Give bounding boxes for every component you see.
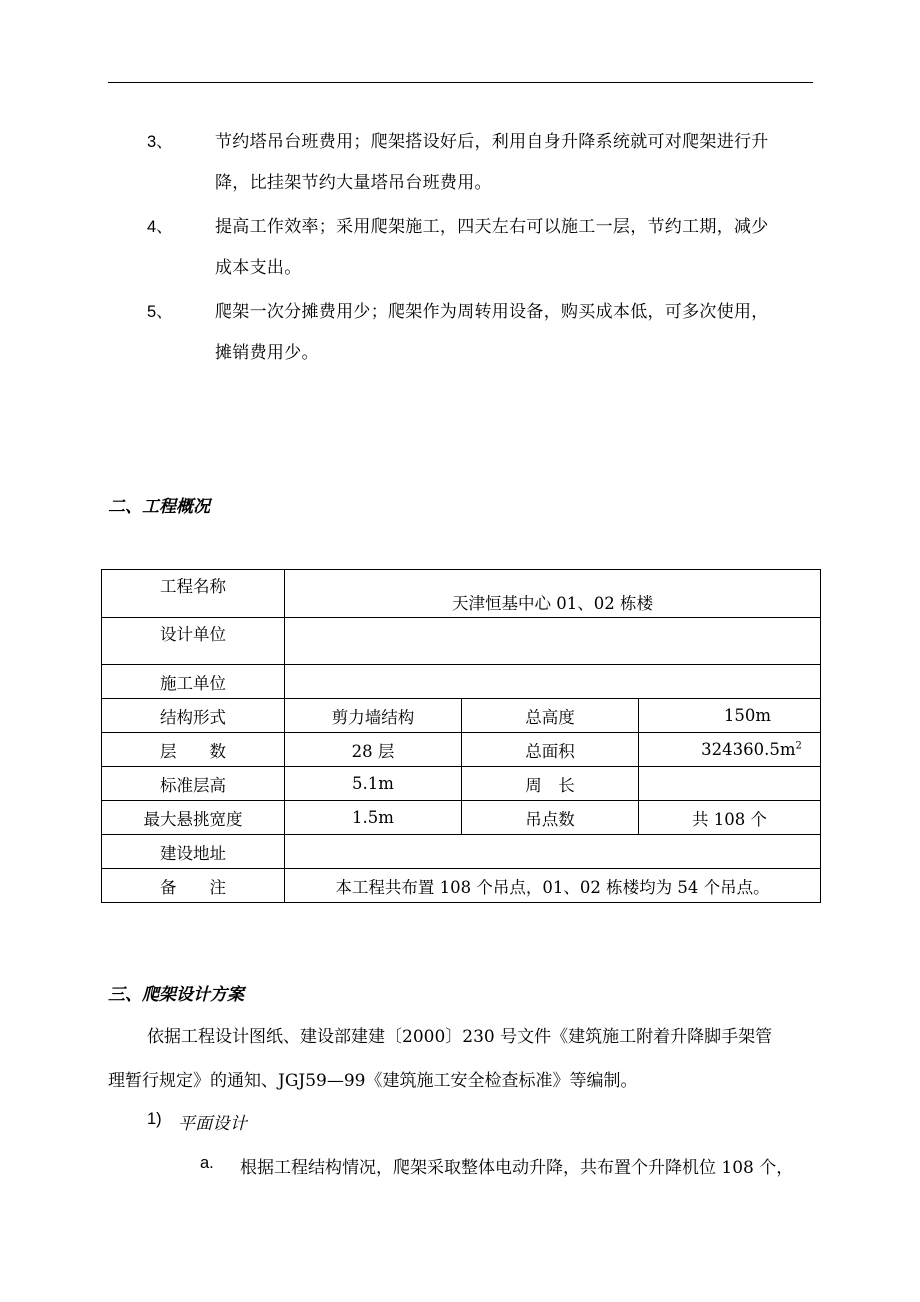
section-2-heading: 二、工程概况 (108, 497, 210, 517)
project-name-label: 工程名称 (102, 570, 285, 618)
total-area-superscript: 2 (795, 740, 802, 752)
perimeter-label: 周 长 (462, 767, 639, 801)
perimeter-value (639, 767, 821, 801)
item-5-number: 5、 (147, 303, 173, 321)
table-row (102, 801, 821, 835)
lift-points-label: 吊点数 (462, 801, 639, 835)
std-height-value: 5.1m (285, 767, 462, 801)
max-cantilever-value: 1.5m (285, 801, 462, 835)
table-row (102, 665, 821, 699)
item-5-line1: 爬架一次分摊费用少；爬架作为周转用设备，购买成本低，可多次使用， (215, 302, 769, 322)
item-a-text: 根据工程结构情况，爬架采取整体电动升降，共布置个升降机位 108 个， (240, 1158, 794, 1178)
construction-unit-label: 施工单位 (102, 665, 285, 699)
total-area-text: 324360.5m (701, 740, 796, 759)
construction-unit-value (285, 665, 821, 699)
header-rule (108, 82, 813, 83)
section-3-paragraph-line1: 依据工程设计图纸、建设部建建〔2000〕230 号文件《建筑施工附着升降脚手架管 (147, 1027, 773, 1047)
item-4-number: 4、 (147, 218, 173, 236)
project-overview-table (101, 569, 821, 903)
table-row (102, 869, 821, 903)
item-a-label: a. (200, 1154, 214, 1172)
item-3-line1: 节约塔吊台班费用；爬架搭设好后，利用自身升降系统就可对爬架进行升 (215, 132, 769, 152)
section-3-paragraph-line2: 理暂行规定》的通知、JGJ59—99《建筑施工安全检查标准》等编制。 (108, 1071, 638, 1091)
section-3-heading: 三、爬架设计方案 (108, 985, 244, 1005)
address-value (285, 835, 821, 869)
std-height-label: 标准层高 (102, 767, 285, 801)
floors-value: 28 层 (285, 733, 462, 767)
item-5-line2: 摊销费用少。 (215, 343, 319, 363)
total-area-value (639, 733, 821, 767)
design-unit-label: 设计单位 (102, 618, 285, 665)
design-unit-value (285, 618, 821, 665)
address-label: 建设地址 (102, 835, 285, 869)
table-row (102, 767, 821, 801)
table-row (102, 733, 821, 767)
total-height-text: 150m (723, 706, 772, 725)
subsection-1-number: 1) (147, 1110, 162, 1128)
item-4-line1: 提高工作效率；采用爬架施工，四天左右可以施工一层，节约工期，减少 (215, 217, 769, 237)
total-height-value (639, 699, 821, 733)
item-3-number: 3、 (147, 133, 173, 151)
table-row (102, 835, 821, 869)
table-row (102, 699, 821, 733)
max-cantilever-label: 最大悬挑宽度 (102, 801, 285, 835)
floors-label: 层 数 (102, 733, 285, 767)
item-3-line2: 降，比挂架节约大量塔吊台班费用。 (215, 173, 492, 193)
item-4-line2: 成本支出。 (215, 258, 302, 278)
structure-value: 剪力墙结构 (285, 699, 462, 733)
lift-points-value: 共 108 个 (639, 801, 821, 835)
remark-value: 本工程共布置 108 个吊点，01、02 栋楼均为 54 个吊点。 (285, 869, 821, 903)
total-height-label: 总高度 (462, 699, 639, 733)
total-area-label: 总面积 (462, 733, 639, 767)
project-name-value: 天津恒基中心 01、02 栋楼 (285, 570, 821, 618)
structure-label: 结构形式 (102, 699, 285, 733)
table-row (102, 618, 821, 665)
table-row (102, 570, 821, 618)
subsection-1-title: 平面设计 (178, 1114, 248, 1134)
remark-label: 备 注 (102, 869, 285, 903)
